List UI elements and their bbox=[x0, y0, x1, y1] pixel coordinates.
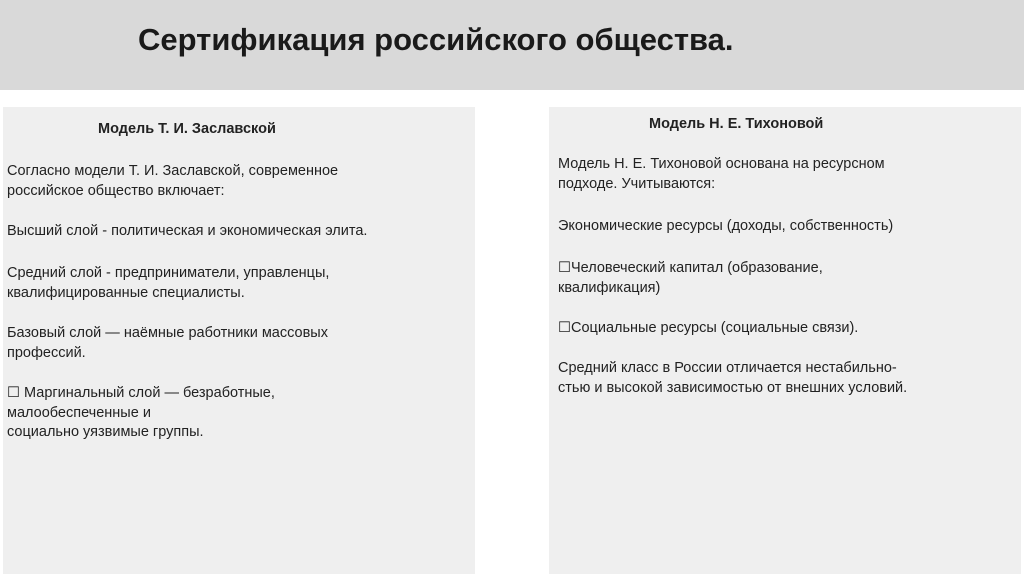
text-line: Модель Н. Е. Тихоновой основана на ресурсном bbox=[558, 156, 885, 172]
tikhonova-model-heading: Модель Н. Е. Тихоновой bbox=[649, 116, 824, 132]
middle-class-note bbox=[558, 359, 907, 398]
text-line: квалифицированные специалисты. bbox=[7, 284, 245, 301]
text-line: социально уязвимые группы. bbox=[7, 424, 204, 440]
tikhonova-intro bbox=[558, 155, 885, 194]
text-line: Согласно модели Т. И. Заславской, современное bbox=[7, 163, 339, 179]
zaslavskaya-intro bbox=[7, 162, 338, 201]
social-resources bbox=[558, 319, 858, 339]
base-layer bbox=[7, 324, 328, 363]
header-bar bbox=[0, 0, 1024, 90]
zaslavskaya-model-panel bbox=[3, 107, 475, 574]
human-capital bbox=[558, 259, 823, 298]
text-line: квалификация) bbox=[558, 279, 661, 296]
text-line: малообеспеченные и bbox=[7, 404, 151, 421]
text-line: ☐Социальные ресурсы (социальные связи). bbox=[558, 320, 859, 336]
text-line: стью и высокой зависимостью от внешних условий. bbox=[558, 379, 908, 396]
text-line: профессий. bbox=[7, 344, 86, 361]
text-line: Средний слой - предприниматели, управленцы, bbox=[7, 265, 330, 281]
tikhonova-model-panel bbox=[549, 107, 1021, 574]
text-line: Высший слой - политическая и экономическая элита. bbox=[7, 223, 368, 239]
text-line: ☐ Маргинальный слой — безработные, bbox=[7, 385, 275, 401]
text-line: Средний класс в России отличается нестабильно- bbox=[558, 360, 897, 376]
page-title: Сертификация российского общества. bbox=[138, 22, 734, 57]
text-line: ☐Человеческий капитал (образование, bbox=[558, 260, 823, 276]
marginal-layer bbox=[7, 384, 275, 443]
zaslavskaya-model-heading: Модель Т. И. Заславской bbox=[98, 121, 276, 137]
text-line: российское общество включает: bbox=[7, 182, 225, 199]
upper-layer bbox=[7, 222, 367, 242]
text-line: подходе. Учитываются: bbox=[558, 175, 716, 192]
text-line: Экономические ресурсы (доходы, собственность) bbox=[558, 218, 894, 234]
text-line: Базовый слой — наёмные работники массовых bbox=[7, 325, 328, 341]
economic-resources bbox=[558, 217, 893, 237]
middle-layer bbox=[7, 264, 329, 303]
